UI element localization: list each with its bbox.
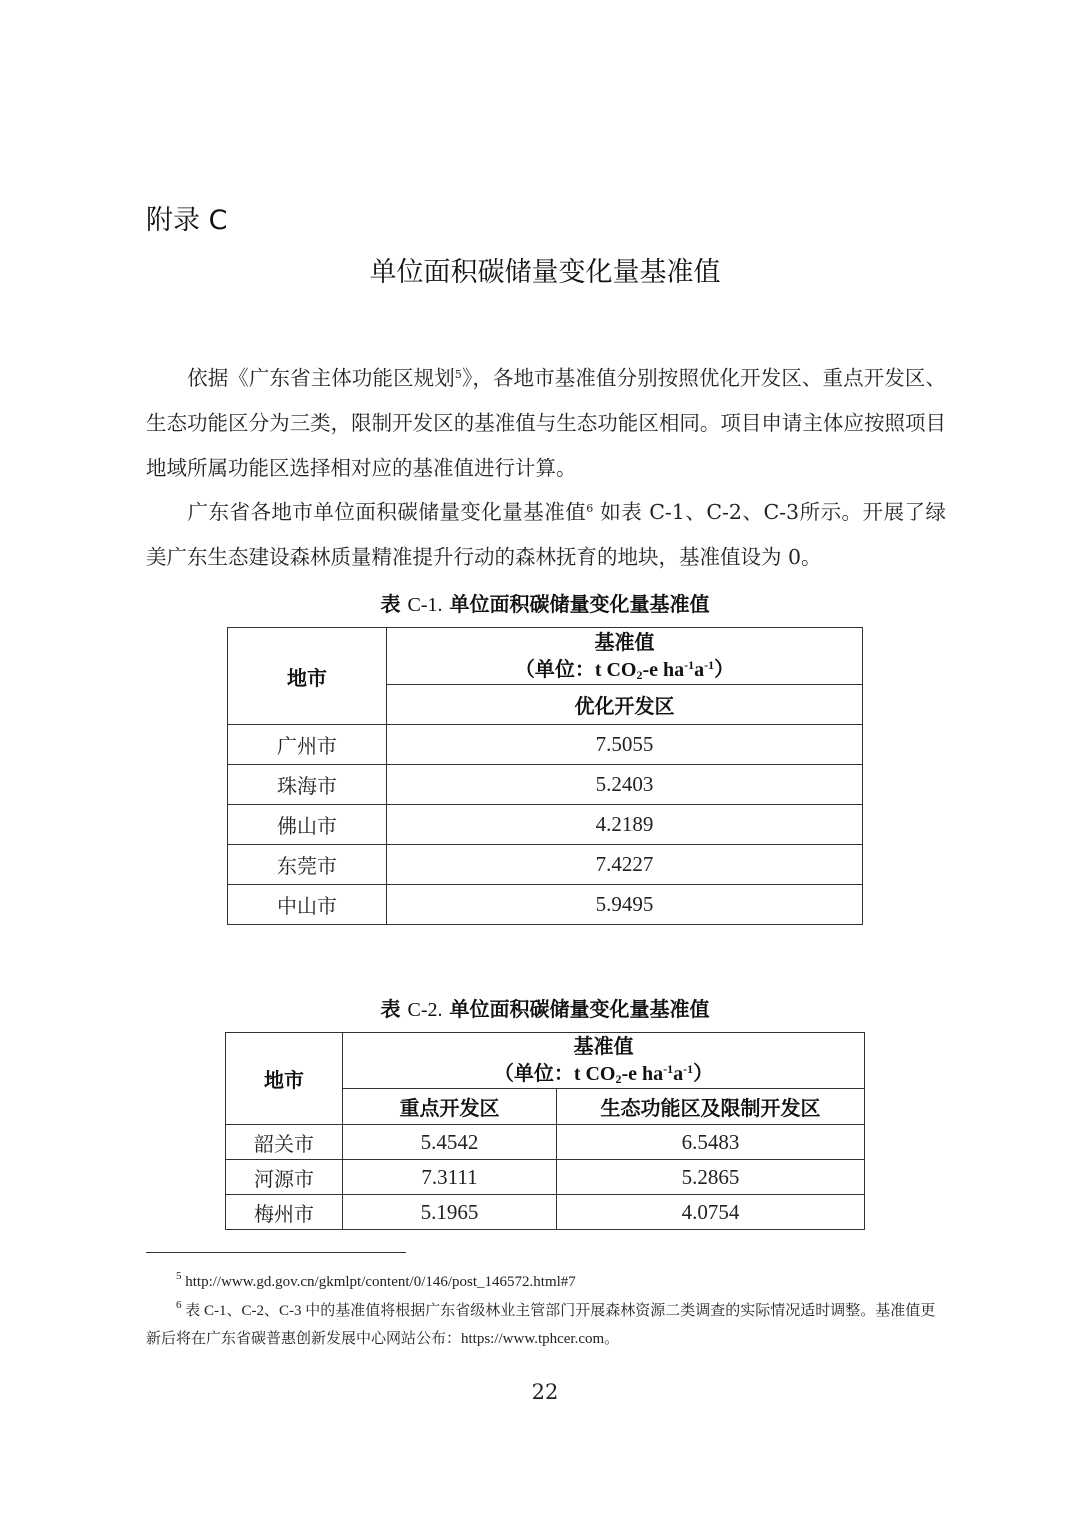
footnote-link[interactable]: http://www.gd.gov.cn/gkmlpt/content/0/146/post_146572.html#7: [185, 1274, 576, 1290]
table-row: [228, 805, 863, 845]
appendix-label: 附录 C: [146, 205, 228, 236]
footnote-divider: [146, 1252, 406, 1253]
cell-key-dev-value: 7.3111: [343, 1160, 557, 1195]
footnote-mark: 5: [176, 1270, 182, 1282]
cell-eco-value: 4.0754: [557, 1195, 865, 1230]
header-city: 地市: [226, 1033, 343, 1125]
footnote-6: [146, 1297, 946, 1353]
cell-key-dev-value: 5.1965: [343, 1195, 557, 1230]
caption-prefix: 表: [380, 592, 401, 616]
cell-city: 佛山市: [228, 805, 387, 845]
footnote-ref-5[interactable]: 5: [454, 368, 462, 381]
cell-city: 韶关市: [226, 1125, 343, 1160]
table-c2-caption: [0, 993, 1080, 1022]
header-zone-key-development: 重点开发区: [343, 1089, 557, 1125]
cell-value: 5.9495: [387, 885, 863, 925]
header-baseline: [343, 1033, 865, 1089]
paragraph-baseline-tables: [146, 490, 946, 580]
table-c1-caption: [0, 588, 1080, 617]
paragraph-text: 》，各地市基准值分别按照优化开发区、重点开发区、生态功能区分为三类，限制开发区的基准值与生态功能区相同。项目申请主体应按照项目地域所属功能区选择相对应的基准值进行计算。: [146, 366, 947, 480]
footnote-text: 表 C-1、C-2、C-3 中的基准值将根据广东省级林业主管部门开展森林资源二类调查的实际情况适时调整。基准值更新后将在广东省碳普惠创新发展中心网站公布：https://www.tphcer.com。: [146, 1303, 936, 1347]
table-row: [226, 1160, 865, 1195]
cell-key-dev-value: 5.4542: [343, 1125, 557, 1160]
table-row: [228, 885, 863, 925]
cell-value: 5.2403: [387, 765, 863, 805]
page-title: 单位面积碳储量变化量基准值: [369, 257, 721, 288]
caption-title: 单位面积碳储量变化量基准值: [449, 997, 710, 1021]
cell-value: 7.4227: [387, 845, 863, 885]
page-number: 22: [531, 1380, 559, 1404]
cell-city: 梅州市: [226, 1195, 343, 1230]
table-row: [228, 725, 863, 765]
header-baseline: [387, 628, 863, 685]
table-row: [228, 765, 863, 805]
header-baseline-label: 基准值: [573, 1034, 634, 1058]
header-baseline-label: 基准值: [594, 629, 655, 654]
caption-prefix: 表: [380, 997, 401, 1021]
paragraph-text: 依据《广东省主体功能区规划: [187, 366, 455, 390]
cell-eco-value: 6.5483: [557, 1125, 865, 1160]
cell-city: 广州市: [228, 725, 387, 765]
paragraph-text: 如表 C-1、C-2、C-3所示。开展了绿美广东生态建设森林质量精准提升行动的森林抚育的地块，基准值设为 0。: [146, 500, 947, 569]
header-unit: （单位：t $CO_2-e$ $ha^{-1}a^{-1}$）: [493, 1061, 714, 1086]
table-row: [226, 1195, 865, 1230]
cell-city: 珠海市: [228, 765, 387, 805]
header-city: 地市: [228, 628, 387, 725]
caption-number: C-1.: [407, 594, 443, 616]
header-unit: （单位：t $CO_2-e$ $ha^{-1}a^{-1}$）: [514, 656, 735, 682]
cell-city: 河源市: [226, 1160, 343, 1195]
paragraph-text: 广东省各地市单位面积碳储量变化量基准值: [187, 500, 587, 524]
header-zone-optimized: 优化开发区: [387, 685, 863, 725]
table-c2: [225, 1032, 865, 1230]
caption-title: 单位面积碳储量变化量基准值: [449, 592, 710, 616]
footnote-ref-6[interactable]: 6: [586, 502, 594, 515]
header-zone-ecological: 生态功能区及限制开发区: [557, 1089, 865, 1125]
footnote-5: [146, 1268, 946, 1296]
caption-number: C-2.: [407, 999, 443, 1021]
paragraph-functional-zones: [146, 356, 946, 491]
cell-city: 中山市: [228, 885, 387, 925]
table-c1: [227, 627, 863, 925]
table-row: [226, 1125, 865, 1160]
cell-value: 4.2189: [387, 805, 863, 845]
cell-city: 东莞市: [228, 845, 387, 885]
cell-eco-value: 5.2865: [557, 1160, 865, 1195]
table-row: [228, 845, 863, 885]
footnote-mark: 6: [176, 1299, 182, 1311]
cell-value: 7.5055: [387, 725, 863, 765]
